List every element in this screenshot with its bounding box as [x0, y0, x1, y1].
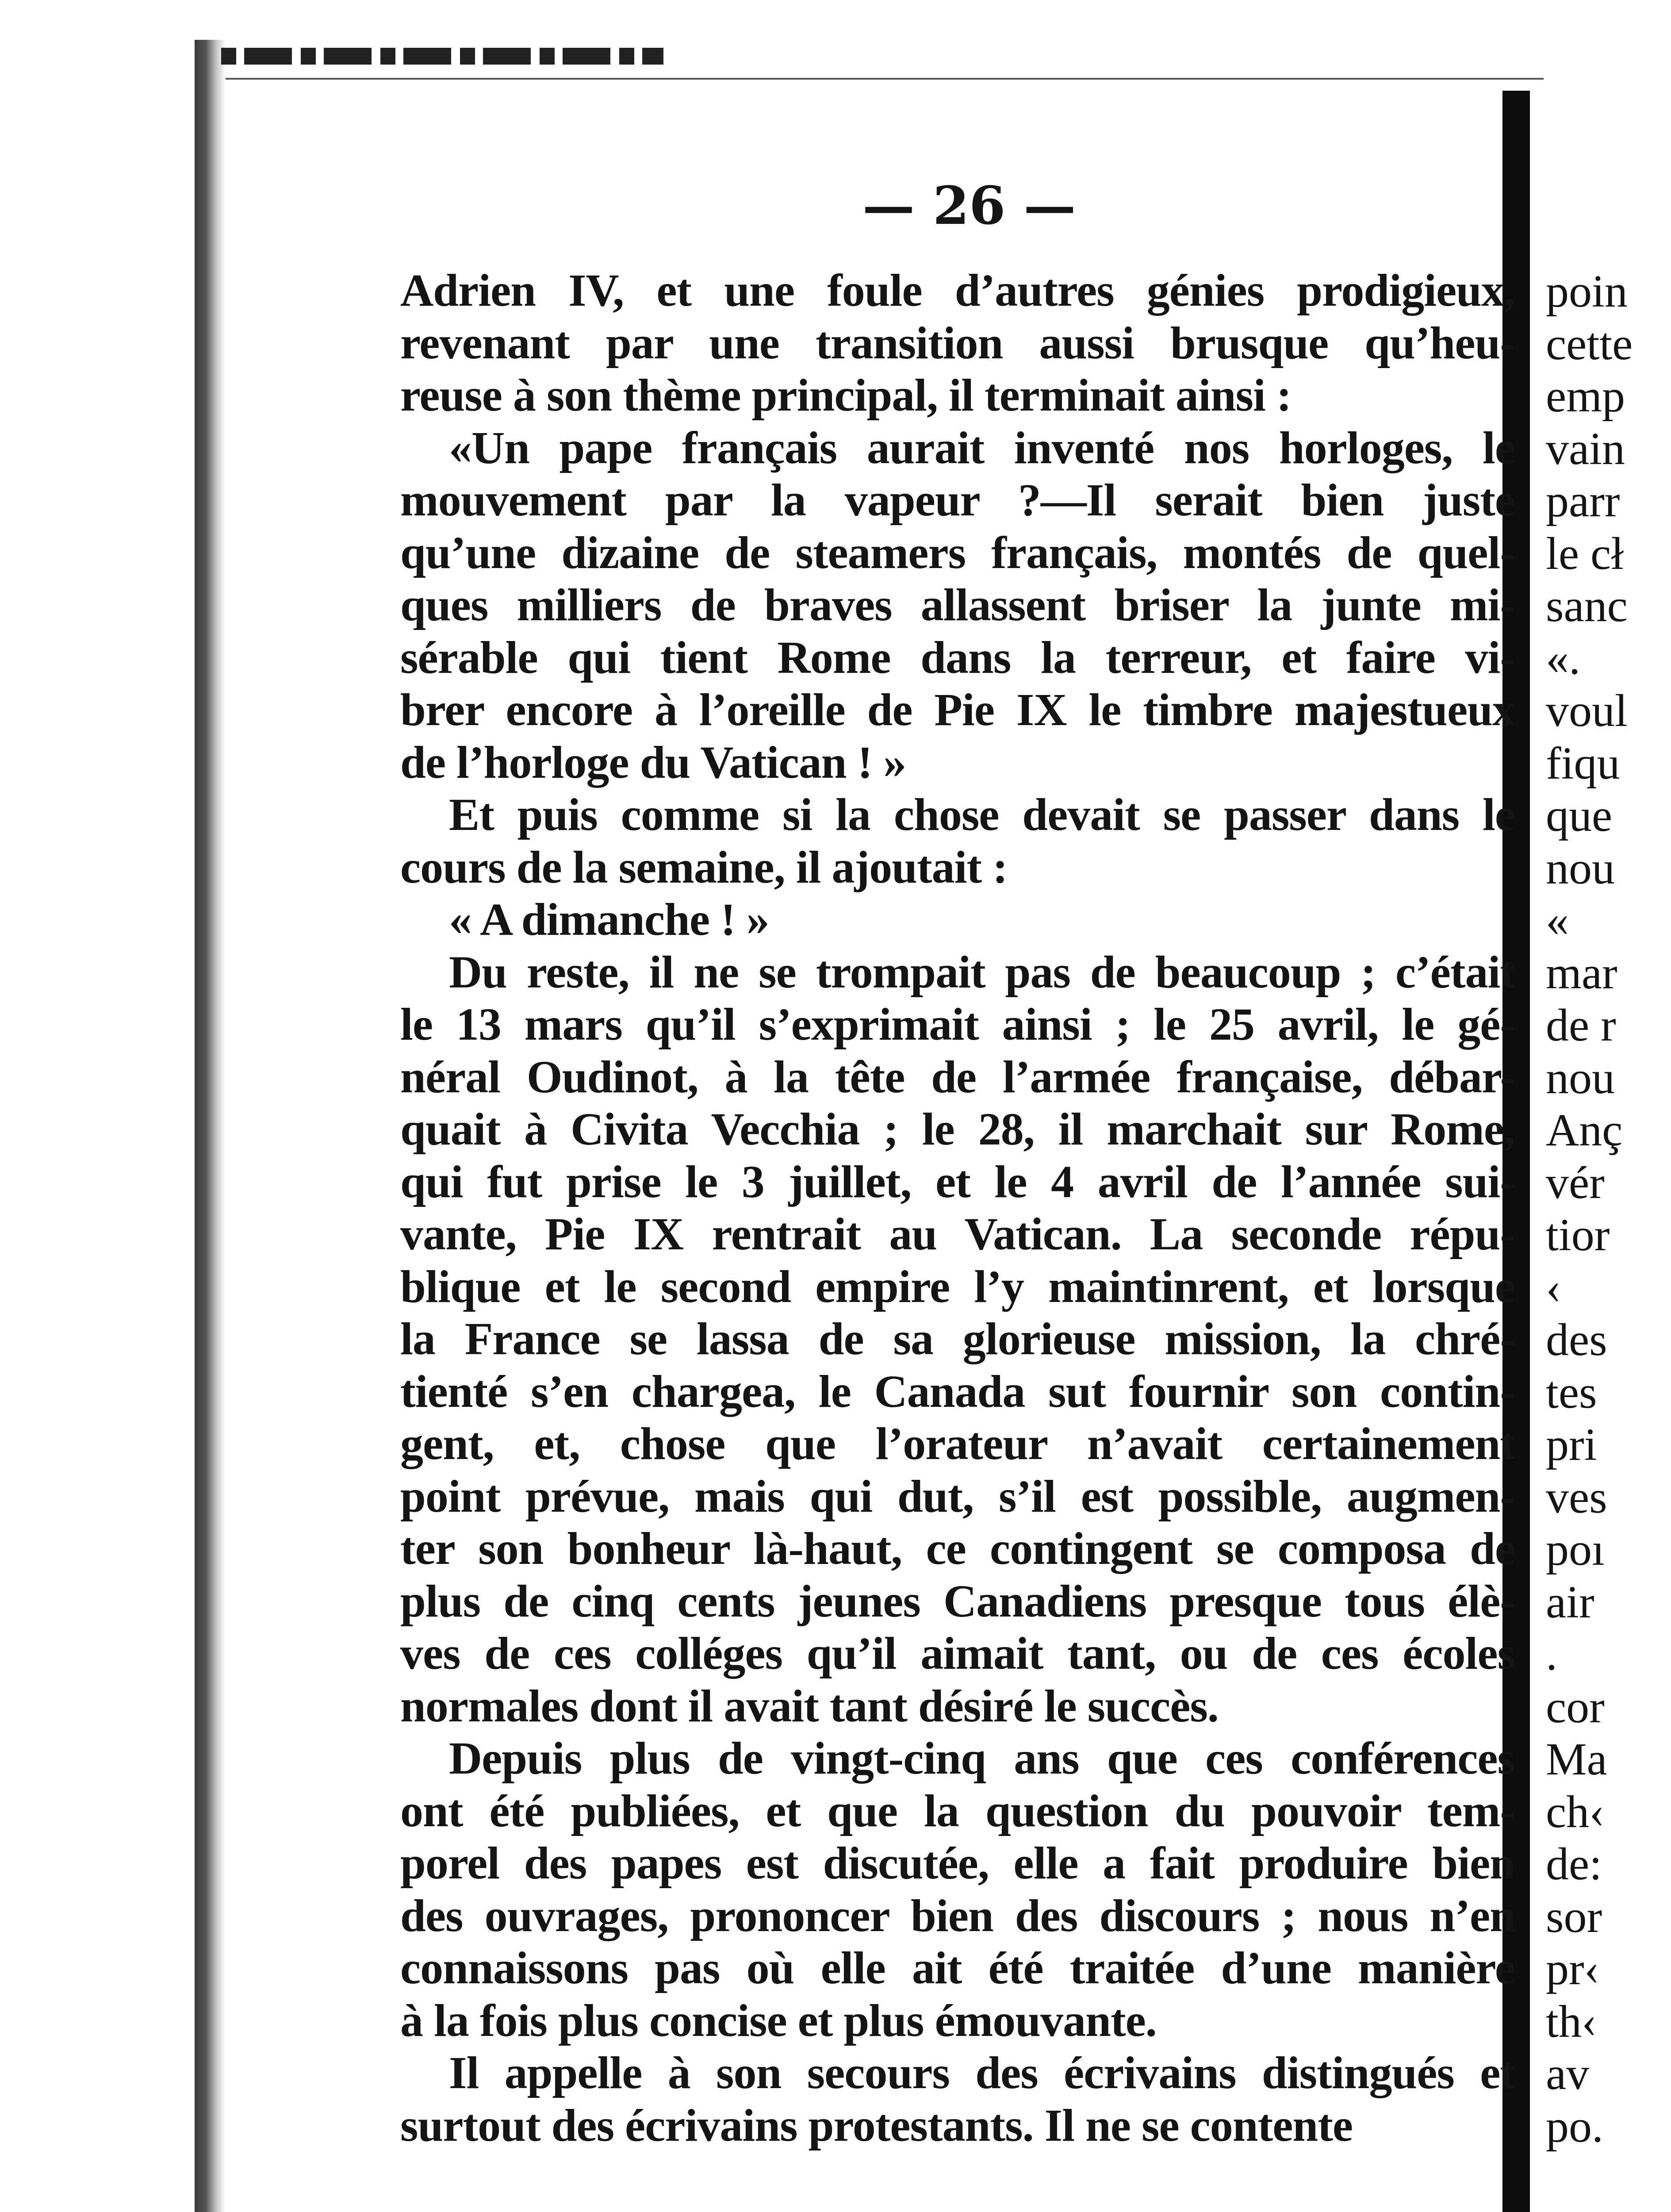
- text-line: Du reste, il ne se trompait pas de beaucoup ; c’était: [449, 946, 1515, 998]
- margin-fragment: mar: [1546, 947, 1617, 998]
- text-line: néral Oudinot, à la tête de l’armée française, débar-: [400, 1051, 1515, 1102]
- margin-fragment: ves: [1546, 1471, 1607, 1523]
- margin-fragment: de r: [1546, 1000, 1616, 1051]
- text-line: plus de cinq cents jeunes Canadiens presque tous élè-: [400, 1575, 1515, 1627]
- page-number: — 26 —: [862, 175, 1076, 236]
- margin-fragment: sor: [1546, 1891, 1602, 1942]
- margin-fragment: ch‹: [1546, 1786, 1605, 1837]
- text-line: ves de ces colléges qu’il aimait tant, ou de ces écoles: [400, 1628, 1515, 1679]
- margin-fragment: air: [1546, 1576, 1594, 1628]
- text-line: tienté s’en chargea, le Canada sut fournir son contin-: [400, 1366, 1515, 1417]
- text-line: Et puis comme si la chose devait se passer dans le: [449, 789, 1515, 840]
- text-line: quait à Civita Vecchia ; le 28, il marchait sur Rome,: [400, 1104, 1515, 1155]
- margin-fragment: emp: [1546, 371, 1625, 422]
- margin-fragment: th‹: [1546, 1996, 1597, 2047]
- text-line: Adrien IV, et une foule d’autres génies prodigieux,: [400, 265, 1515, 316]
- margin-fragment: pri: [1546, 1419, 1597, 1470]
- margin-fragment: poı: [1546, 1524, 1605, 1575]
- top-edge-artifact: [221, 48, 663, 65]
- text-line: vante, Pie IX rentrait au Vatican. La seconde répu-: [400, 1209, 1515, 1260]
- header-rule: [226, 78, 1544, 80]
- text-line: ter son bonheur là-haut, ce contingent se composa de: [400, 1523, 1515, 1574]
- margin-fragment: nou: [1546, 1052, 1615, 1103]
- margin-fragment: «: [1546, 895, 1569, 946]
- margin-fragment: ‹: [1546, 1262, 1561, 1313]
- text-line: « A dimanche ! »: [449, 894, 769, 945]
- text-line: qui fut prise le 3 juillet, et le 4 avril de l’année sui-: [400, 1156, 1515, 1207]
- paragraph: [400, 894, 1515, 946]
- paragraph: [400, 789, 1515, 894]
- text-line: porel des papes est discutée, elle a fait produire bien: [400, 1838, 1515, 1889]
- text-line: à la fois plus concise et plus émouvante.: [400, 1995, 1157, 2046]
- paragraph: [400, 946, 1515, 1733]
- margin-fragment: po.: [1546, 2101, 1603, 2152]
- margin-fragment: tes: [1546, 1367, 1597, 1418]
- text-line: normales dont il avait tant désiré le succès.: [400, 1680, 1219, 1732]
- body-text: [400, 265, 1515, 2152]
- text-line: Depuis plus de vingt-cinq ans que ces conférences: [449, 1733, 1515, 1784]
- paragraph: [400, 2047, 1515, 2152]
- text-line: de l’horloge du Vatican ! »: [400, 737, 906, 788]
- text-line: ont été publiées, et que la question du pouvoir tem-: [400, 1785, 1515, 1836]
- margin-fragment: Anç: [1546, 1105, 1623, 1156]
- text-line: «Un pape français aurait inventé nos horloges, le: [449, 422, 1515, 473]
- margin-fragment: que: [1546, 790, 1613, 841]
- margin-fragment: voul: [1546, 685, 1628, 736]
- text-line: surtout des écrivains protestants. Il ne se contente: [400, 2100, 1353, 2151]
- margin-fragment: nou: [1546, 842, 1615, 894]
- paragraph: [400, 265, 1515, 422]
- page-binding-shadow: [195, 40, 226, 2212]
- text-line: le 13 mars qu’il s’exprimait ainsi ; le 25 avril, le gé-: [400, 999, 1515, 1050]
- text-line: reuse à son thème principal, il terminait ainsi :: [400, 370, 1292, 421]
- margin-fragment: le cł: [1546, 528, 1624, 579]
- paragraph: [400, 1732, 1515, 2047]
- margin-fragment: fiqu: [1546, 737, 1620, 789]
- paragraph: [400, 422, 1515, 789]
- margin-fragment: «.: [1546, 633, 1580, 684]
- text-line: ques milliers de braves allassent briser la junte mi-: [400, 580, 1515, 630]
- margin-fragment: parr: [1546, 476, 1620, 526]
- text-line: des ouvrages, prononcer bien des discours ; nous n’en: [400, 1890, 1515, 1941]
- margin-fragment: Ma: [1546, 1734, 1607, 1785]
- margin-fragment: de:: [1546, 1839, 1602, 1889]
- adjacent-page-fragments: [1546, 265, 1661, 2153]
- text-line: Il appelle à son secours des écrivains distingués et: [449, 2047, 1515, 2098]
- text-line: qu’une dizaine de steamers français, montés de quel-: [400, 527, 1515, 578]
- margin-fragment: sanc: [1546, 580, 1628, 631]
- margin-fragment: pr‹: [1546, 1943, 1600, 1994]
- text-line: brer encore à l’oreille de Pie IX le timbre majestueux: [400, 684, 1515, 735]
- text-line: sérable qui tient Rome dans la terreur, et faire vi-: [400, 632, 1515, 683]
- margin-fragment: tior: [1546, 1210, 1610, 1260]
- text-line: mouvement par la vapeur ?—Il serait bien juste: [400, 475, 1515, 526]
- margin-fragment: cette: [1546, 318, 1633, 369]
- margin-fragment: .: [1546, 1629, 1557, 1680]
- margin-fragment: cor: [1546, 1681, 1605, 1732]
- text-line: la France se lassa de sa glorieuse mission, la chré-: [400, 1313, 1515, 1364]
- margin-fragment: poin: [1546, 266, 1628, 317]
- text-line: gent, et, chose que l’orateur n’avait certainement: [400, 1418, 1515, 1469]
- margin-fragment: vér: [1546, 1157, 1605, 1208]
- margin-fragment: av: [1546, 2048, 1590, 2099]
- margin-fragment: des: [1546, 1314, 1607, 1365]
- margin-fragment: vain: [1546, 423, 1625, 474]
- text-line: point prévue, mais qui dut, s’il est possible, augmen-: [400, 1471, 1515, 1522]
- text-line: blique et le second empire l’y maintinrent, et lorsque: [400, 1261, 1515, 1312]
- text-line: cours de la semaine, il ajoutait :: [400, 841, 1008, 893]
- text-line: connaissons pas où elle ait été traitée d’une manière: [400, 1943, 1515, 1993]
- text-line: revenant par une transition aussi brusque qu’heu-: [400, 317, 1515, 369]
